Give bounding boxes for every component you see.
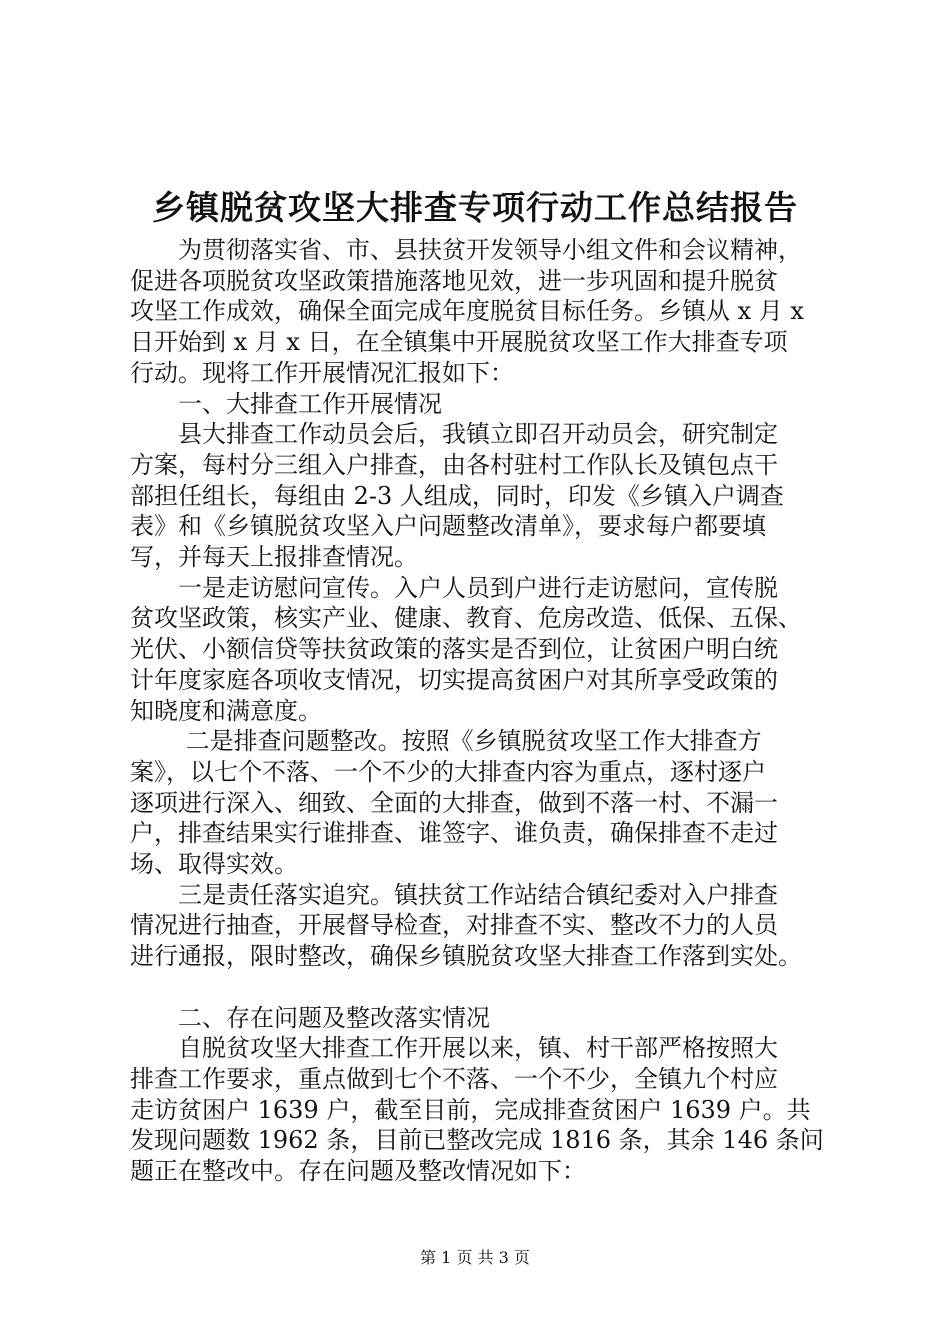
text-line: 贫攻坚政策，核实产业、健康、教育、危房改造、低保、五保、	[130, 604, 802, 633]
text-line: 知晓度和满意度。	[130, 696, 322, 725]
text-line: 日开始到 x 月 x 日，在全镇集中开展脱贫攻坚工作大排查专项	[130, 328, 788, 357]
text-line: 光伏、小额信贷等扶贫政策的落实是否到位，让贫困户明白统	[130, 635, 778, 664]
text-line: 走访贫困户 1639 户，截至目前，完成排查贫困户 1639 户。共	[130, 1095, 811, 1124]
text-line: 计年度家庭各项收支情况，切实提高贫困户对其所享受政策的	[130, 665, 778, 694]
text-line: 为贯彻落实省、市、县扶贫开发领导小组文件和会议精神，	[130, 236, 802, 264]
text-line: 攻坚工作成效，确保全面完成年度脱贫目标任务。乡镇从 x 月 x	[130, 297, 804, 326]
text-line: 部担任组长，每组由 2-3 人组成，同时，印发《乡镇入户调查	[130, 481, 784, 510]
page-footer: 第 1 页 共 3 页	[420, 1248, 530, 1267]
text-line: 自脱贫攻坚大排查工作开展以来，镇、村干部严格按照大	[130, 1034, 778, 1063]
text-line: 行动。现将工作开展情况汇报如下：	[130, 358, 514, 387]
text-line: 县大排查工作动员会后，我镇立即召开动员会，研究制定	[130, 420, 778, 449]
text-line: 案》，以七个不落、一个不少的大排查内容为重点，逐村逐户	[130, 757, 766, 786]
text-line: 情况进行抽查，开展督导检查，对排查不实、整改不力的人员	[130, 911, 778, 940]
text-line: 二是排查问题整改。按照《乡镇脱贫攻坚工作大排查方	[130, 727, 762, 756]
text-line: 表》和《乡镇脱贫攻坚入户问题整改清单》，要求每户都要填	[130, 512, 766, 541]
text-line: 一、大排查工作开展情况	[130, 389, 442, 418]
text-line: 一是走访慰问宣传。入户人员到户进行走访慰问，宣传脱	[130, 573, 778, 602]
text-line: 二、存在问题及整改落实情况	[130, 1003, 490, 1032]
blank-line	[130, 972, 835, 1003]
text-line: 三是责任落实追究。镇扶贫工作站结合镇纪委对入户排查	[130, 880, 778, 909]
text-line: 进行通报，限时整改，确保乡镇脱贫攻坚大排查工作落到实处。	[130, 942, 802, 971]
document-body	[130, 235, 835, 1187]
text-line: 方案，每村分三组入户排查，由各村驻村工作队长及镇包点干	[130, 450, 778, 479]
text-line: 场、取得实效。	[130, 850, 298, 879]
text-line: 写，并每天上报排查情况。	[130, 543, 418, 572]
text-line: 促进各项脱贫攻坚政策措施落地见效，进一步巩固和提升脱贫	[130, 266, 778, 295]
document-title: 乡镇脱贫攻坚大排查专项行动工作总结报告	[152, 188, 798, 227]
text-line: 户，排查结果实行谁排查、谁签字、谁负责，确保排查不走过	[130, 819, 778, 848]
text-line: 逐项进行深入、细致、全面的大排查，做到不落一村、不漏一	[130, 788, 778, 817]
text-line: 题正在整改中。存在问题及整改情况如下：	[130, 1157, 586, 1186]
text-line: 排查工作要求，重点做到七个不落、一个不少，全镇九个村应	[130, 1064, 778, 1093]
text-line: 发现问题数 1962 条，目前已整改完成 1816 条，其余 146 条问	[130, 1126, 824, 1155]
